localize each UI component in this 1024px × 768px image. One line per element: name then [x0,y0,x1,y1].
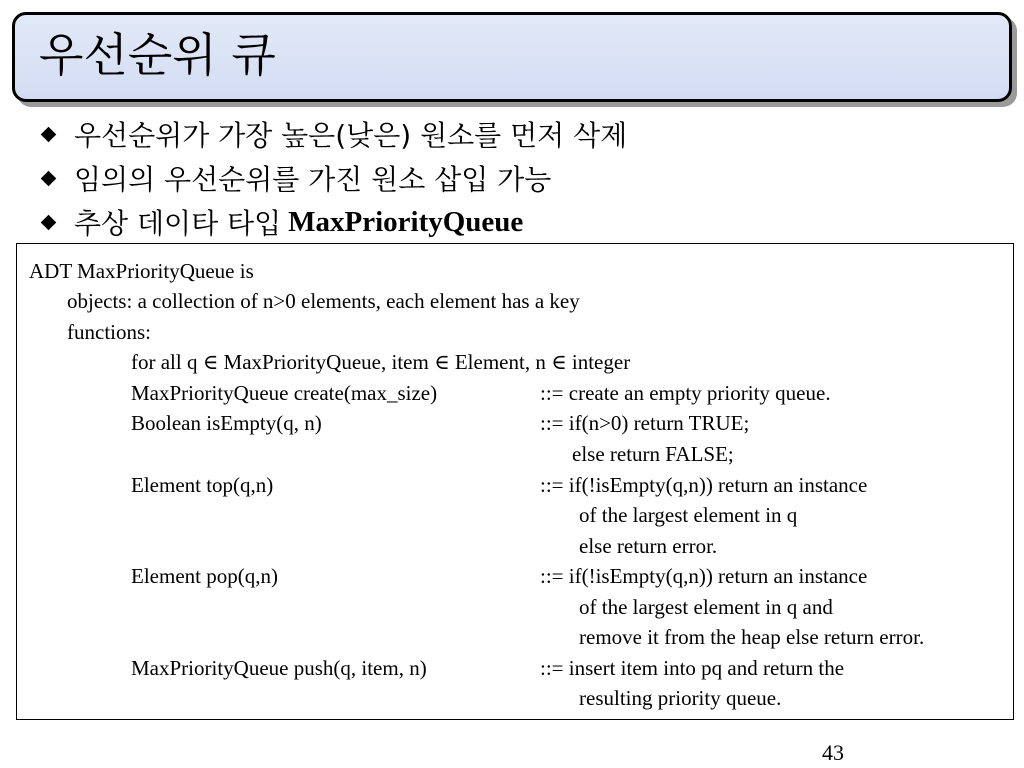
bullet-list [30,112,627,244]
function-description: of the largest element in q and [579,595,833,619]
function-description: ::= if(!isEmpty(q,n)) return an instance [540,473,868,497]
function-description: remove it from the heap else return error. [579,625,925,649]
adt-for-all: for all q ∈ MaxPriorityQueue, item ∈ Element, n ∈ integer [131,350,631,374]
function-description: ::= insert item into pq and return the [540,656,845,680]
adt-objects: objects: a collection of n>0 elements, each element has a key [67,289,580,313]
adt-functions-label: functions: [67,320,151,344]
diamond-bullet-icon [41,170,57,186]
bullet-item [30,112,627,156]
bullet-item [30,156,627,200]
function-description: else return FALSE; [572,442,734,466]
function-description: resulting priority queue. [579,686,782,710]
slide-title: 우선순위 큐 [39,28,276,82]
bullet-keyword: MaxPriorityQueue [288,205,524,238]
bullet-text: 추상 데이타 타입 [74,207,282,240]
diamond-bullet-icon [41,126,57,142]
diamond-bullet-icon [41,214,57,230]
function-description: ::= create an empty priority queue. [540,381,831,405]
adt-definition-box [16,243,1014,720]
function-signature: Element top(q,n) [131,473,274,497]
bullet-text: 임의의 우선순위를 가진 원소 삽입 가능 [74,163,552,196]
function-signature: Element pop(q,n) [131,564,278,588]
adt-header: ADT MaxPriorityQueue is [29,259,254,283]
function-description: else return error. [579,534,718,558]
page-number: 43 [822,740,844,765]
bullet-item [30,200,627,244]
function-description: ::= if(!isEmpty(q,n)) return an instance [540,564,868,588]
function-signature: Boolean isEmpty(q, n) [131,411,322,435]
slide-title-box [12,12,1012,102]
function-description: of the largest element in q [579,503,798,527]
function-signature: MaxPriorityQueue create(max_size) [131,381,438,405]
function-description: ::= if(n>0) return TRUE; [540,411,750,435]
bullet-text: 우선순위가 가장 높은(낮은) 원소를 먼저 삭제 [74,119,628,152]
function-signature: MaxPriorityQueue push(q, item, n) [131,656,427,680]
